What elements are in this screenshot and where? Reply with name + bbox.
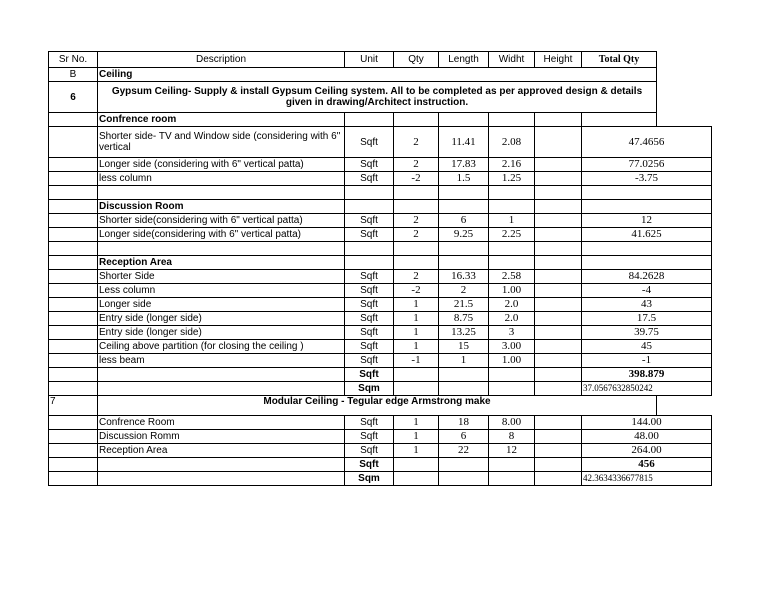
row-length: 18 [439, 416, 489, 430]
row-qty: 1 [394, 416, 439, 430]
spacer-row [49, 186, 712, 200]
row-unit: Sqft [345, 326, 394, 340]
row-width: 1.00 [489, 284, 535, 298]
row-unit: Sqft [345, 444, 394, 458]
row-desc: Shorter Side [98, 270, 345, 284]
row-unit: Sqft [345, 158, 394, 172]
row-desc: Confrence Room [98, 416, 345, 430]
row-unit: Sqft [345, 228, 394, 242]
header-row [49, 52, 712, 68]
row-total: 264.00 [582, 444, 712, 458]
row-width: 8.00 [489, 416, 535, 430]
subheading-row [49, 113, 712, 127]
row-width: 1.00 [489, 354, 535, 368]
row-qty: 2 [394, 127, 439, 158]
row-desc: Discussion Romm [98, 430, 345, 444]
table-row [49, 416, 712, 430]
row-qty: 1 [394, 312, 439, 326]
row-total: -3.75 [582, 172, 712, 186]
row-width: 2.16 [489, 158, 535, 172]
table-row [49, 158, 712, 172]
item-row [49, 82, 712, 113]
total-unit: Sqft [345, 368, 394, 382]
row-total: 43 [582, 298, 712, 312]
row-length: 8.75 [439, 312, 489, 326]
row-length: 9.25 [439, 228, 489, 242]
row-qty: 1 [394, 340, 439, 354]
total-unit: Sqft [345, 458, 394, 472]
section-sr: B [49, 68, 98, 82]
row-qty: 2 [394, 228, 439, 242]
total-row [49, 368, 712, 382]
row-length: 16.33 [439, 270, 489, 284]
row-length: 21.5 [439, 298, 489, 312]
row-width: 2.0 [489, 312, 535, 326]
col-width: Widht [489, 52, 535, 68]
row-qty: 2 [394, 270, 439, 284]
total-row [49, 472, 712, 486]
subheading-row [49, 200, 712, 214]
row-length: 6 [439, 214, 489, 228]
total-value: 42.3634336677815 [582, 472, 712, 486]
row-qty: -2 [394, 172, 439, 186]
col-total-qty: Total Qty [582, 52, 657, 68]
row-desc: Entry side (longer side) [98, 326, 345, 340]
col-unit: Unit [345, 52, 394, 68]
total-value: 456 [582, 458, 712, 472]
row-desc: Ceiling above partition (for closing the ceiling ) [98, 340, 345, 354]
table-row [49, 284, 712, 298]
total-value: 37.0567632850242 [582, 382, 712, 396]
row-length: 2 [439, 284, 489, 298]
col-sr-no: Sr No. [49, 52, 98, 68]
total-value: 398.879 [582, 368, 712, 382]
subheading: Reception Area [98, 256, 345, 270]
row-qty: 2 [394, 158, 439, 172]
row-length: 17.83 [439, 158, 489, 172]
row-total: 12 [582, 214, 712, 228]
item-description: Gypsum Ceiling- Supply & install Gypsum Ceiling system. All to be completed as per approved design & details given in drawing/Architect instruction. [98, 82, 657, 113]
table-row [49, 298, 712, 312]
total-row [49, 458, 712, 472]
row-width: 8 [489, 430, 535, 444]
row-qty: 1 [394, 298, 439, 312]
table-row [49, 444, 712, 458]
row-desc: less column [98, 172, 345, 186]
row-total: 41.625 [582, 228, 712, 242]
row-total: 47.4656 [582, 127, 712, 158]
row-width: 2.0 [489, 298, 535, 312]
row-width: 3 [489, 326, 535, 340]
row-length: 1 [439, 354, 489, 368]
row-length: 11.41 [439, 127, 489, 158]
row-width: 2.58 [489, 270, 535, 284]
row-unit: Sqft [345, 127, 394, 158]
row-qty: 2 [394, 214, 439, 228]
row-total: 144.00 [582, 416, 712, 430]
row-unit: Sqft [345, 172, 394, 186]
row-unit: Sqft [345, 416, 394, 430]
row-width: 1 [489, 214, 535, 228]
section-row [49, 68, 712, 82]
item-sr: 6 [49, 82, 98, 113]
row-width: 2.08 [489, 127, 535, 158]
row-qty: 1 [394, 430, 439, 444]
row-total: 77.0256 [582, 158, 712, 172]
total-unit: Sqm [345, 472, 394, 486]
item-description: Modular Ceiling - Tegular edge Armstrong make [98, 396, 657, 416]
row-unit: Sqft [345, 214, 394, 228]
row-desc: Longer side(considering with 6" vertical patta) [98, 228, 345, 242]
row-width: 1.25 [489, 172, 535, 186]
table-row [49, 270, 712, 284]
row-qty: 1 [394, 444, 439, 458]
row-total: 45 [582, 340, 712, 354]
section-title: Ceiling [98, 68, 657, 82]
row-length: 15 [439, 340, 489, 354]
item-row [49, 396, 712, 416]
row-unit: Sqft [345, 340, 394, 354]
row-total: -1 [582, 354, 712, 368]
item-sr: 7 [49, 396, 98, 416]
col-height: Height [535, 52, 582, 68]
row-desc: Longer side [98, 298, 345, 312]
table-row [49, 340, 712, 354]
boq-table [48, 51, 712, 486]
row-total: 17.5 [582, 312, 712, 326]
row-qty: -2 [394, 284, 439, 298]
row-width: 3.00 [489, 340, 535, 354]
row-total: 39.75 [582, 326, 712, 340]
col-description: Description [98, 52, 345, 68]
row-desc: Shorter side- TV and Window side (considering with 6" vertical [98, 127, 345, 158]
row-unit: Sqft [345, 312, 394, 326]
table-row [49, 312, 712, 326]
table-row [49, 326, 712, 340]
row-desc: Entry side (longer side) [98, 312, 345, 326]
row-desc: Reception Area [98, 444, 345, 458]
table-row [49, 228, 712, 242]
row-length: 13.25 [439, 326, 489, 340]
subheading: Discussion Room [98, 200, 345, 214]
col-qty: Qty [394, 52, 439, 68]
row-length: 6 [439, 430, 489, 444]
row-unit: Sqft [345, 270, 394, 284]
row-length: 22 [439, 444, 489, 458]
total-unit: Sqm [345, 382, 394, 396]
row-total: -4 [582, 284, 712, 298]
row-width: 12 [489, 444, 535, 458]
row-desc: Less column [98, 284, 345, 298]
row-total: 84.2628 [582, 270, 712, 284]
row-total: 48.00 [582, 430, 712, 444]
col-length: Length [439, 52, 489, 68]
table-row [49, 172, 712, 186]
row-qty: -1 [394, 354, 439, 368]
table-row [49, 214, 712, 228]
row-unit: Sqft [345, 284, 394, 298]
table-row [49, 430, 712, 444]
table-row [49, 127, 712, 158]
total-row [49, 382, 712, 396]
table-row [49, 354, 712, 368]
row-desc: less beam [98, 354, 345, 368]
row-unit: Sqft [345, 354, 394, 368]
row-unit: Sqft [345, 430, 394, 444]
subheading: Confrence room [98, 113, 345, 127]
row-length: 1.5 [439, 172, 489, 186]
row-qty: 1 [394, 326, 439, 340]
row-width: 2.25 [489, 228, 535, 242]
row-desc: Shorter side(considering with 6" vertical patta) [98, 214, 345, 228]
subheading-row [49, 256, 712, 270]
row-unit: Sqft [345, 298, 394, 312]
row-desc: Longer side (considering with 6" vertical patta) [98, 158, 345, 172]
spacer-row [49, 242, 712, 256]
